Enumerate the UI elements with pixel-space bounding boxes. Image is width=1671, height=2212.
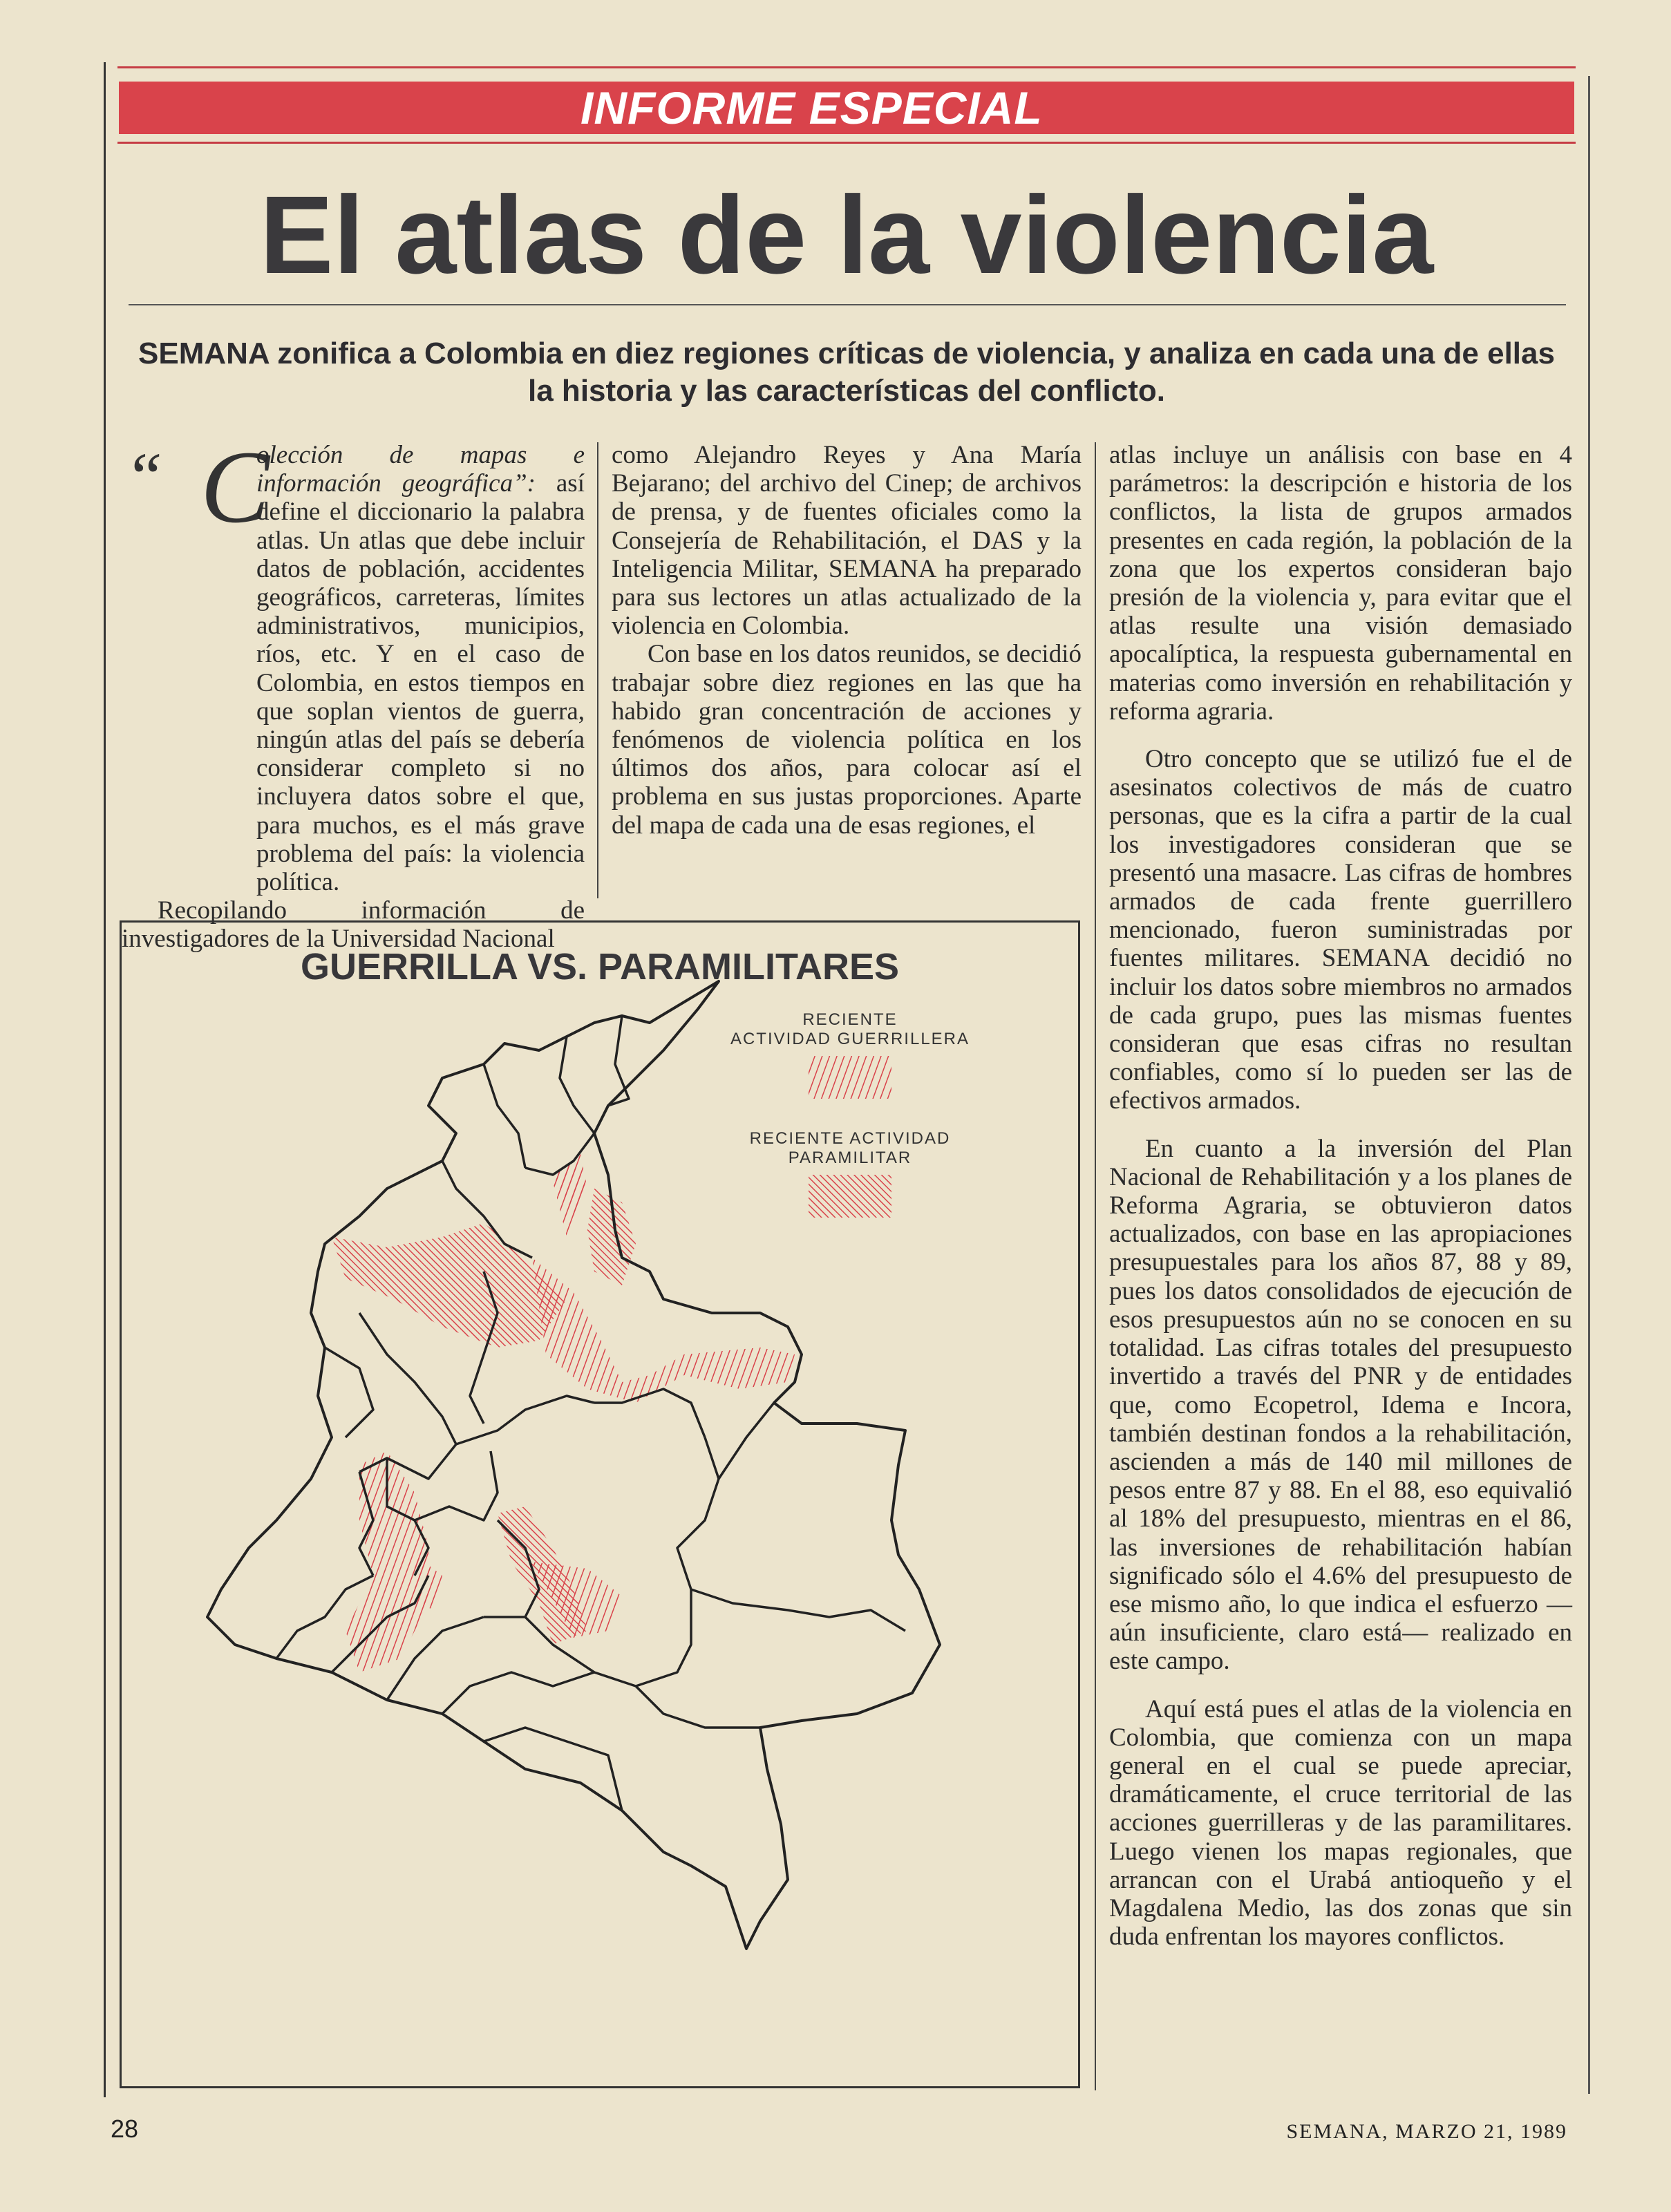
paragraph: Recopilando información de investigadores de la Universidad Nacional xyxy=(122,896,585,954)
paragraph: Con base en los datos reunidos, se decidió trabajar sobre diez regiones en las que ha habido gran concentración de acciones y fenómenos de violencia política en los últimos dos años, para colocar así el problema en sus justas proporciones. Aparte del mapa de cada una de esas regiones, el xyxy=(612,640,1082,840)
paragraph: Otro concepto que se utilizó fue el de asesinatos colectivos de más de cuatro personas, que es la cifra a partir de la cual los investigadores consideran que se presentó una masacre. Las cifras de hombres armados de cada frente guerrillero mencionado, fueron suministradas por fuentes militares. SEMANA decidió no incluir los datos sobre miembros no armados de cada grupo, pues las mismas fuentes consideran que esas cifras no resultan confiables, como sí lo pueden ser las de efectivos armados. xyxy=(1109,745,1572,1115)
legend-paramilitary-label xyxy=(726,1129,974,1168)
legend-swatch-guerrilla xyxy=(809,1056,891,1099)
guerrilla-zone xyxy=(532,1258,795,1403)
legend-guerrilla-line2: ACTIVIDAD GUERRILLERA xyxy=(730,1030,970,1048)
section-banner-label: INFORME ESPECIAL xyxy=(580,82,1043,133)
lead-italic: olección de mapas e información geográfica”: xyxy=(256,441,585,498)
legend-guerrilla-line1: RECIENTE xyxy=(802,1010,898,1029)
paragraph: Aquí está pues el atlas de la violencia en Colombia, que comienza con un mapa general en el cual se puede apreciar, dramáticamente, el cruce territorial de las acciones guerrilleras y de las paramilitares. Luego vienen los mapas regionales, que arrancan con el Urabá antioqueño y el Magdalena Medio, las dos zonas que sin duda enfrentan los mayores conflictos. xyxy=(1109,1694,1572,1951)
legend-guerrilla-label xyxy=(726,1010,974,1049)
paragraph: En cuanto a la inversión del Plan Nacional de Rehabilitación y a los planes de Reforma Agraria, se obtuvieron datos actualizados, con base en las apropiaciones presupuestales para los años 87, 88 y 89, pues los datos consolidados de ejecución de esos presupuestos aún no se conocen en su totalidad. Las cifras totales del presupuesto invertido a través del PNR y de entidades que, como Ecopetrol, Idema e Incora, también destinan fondos a la rehabilitación, ascienden a más de 140 mil millones de pesos entre 87 y 88. En el 88, eso equivalió al 18% del presupuesto, mientras en el 86, las inversiones de rehabilitación habían significado sólo el 4.6% del presupuesto de ese mismo año, lo que indica el esfuerzo —aún insuficiente, claro está— realizado en este campo. xyxy=(1109,1134,1572,1676)
paragraph: como Alejandro Reyes y Ana María Bejarano; del archivo del Cinep; de archivos de prensa, y de fuentes oficiales como la Consejería de Rehabilitación, el DAS y la Inteligencia Militar, SEMANA ha preparado para sus lectores un atlas actualizado de la violencia en Colombia. xyxy=(612,441,1082,641)
legend-paramilitary-line2: PARAMILITAR xyxy=(788,1148,912,1167)
page-number: 28 xyxy=(111,2115,139,2143)
paramilitary-zone xyxy=(332,1223,567,1348)
legend-swatch-paramilitary xyxy=(809,1175,891,1218)
legend-paramilitary-line1: RECIENTE ACTIVIDAD xyxy=(749,1129,951,1148)
guerrilla-zone xyxy=(553,1154,587,1237)
lead-rest: así define el diccionario la palabra atlas. Un atlas que debe incluir datos de población, accidentes geográficos, carreteras, límites administrativos, municipios, ríos, etc. Y en el caso de Colombia, en estos tiempos en que soplan vientos de guerra, ningún atlas del país se debería considerar completo si no incluyera datos sobre el que, para muchos, es el más grave problema del país: la violencia política. xyxy=(256,469,585,897)
paragraph: atlas incluye un análisis con base en 4 parámetros: la descripción e historia de los conflictos, la lista de grupos armados presentes en cada región, la población de la zona que los expertos consideran bajo presión de la violencia y, para evitar que el atlas resulte una visión demasiado apocalíptica, la respuesta gubernamental en materias como inversión en rehabilitación y reforma agraria. xyxy=(1109,441,1572,726)
deck: SEMANA zonifica a Colombia en diez regiones críticas de violencia, y analiza en cada una de ellas la historia y las características del conflicto. xyxy=(138,337,1555,408)
publication-line: SEMANA, MARZO 21, 1989 xyxy=(1286,2120,1567,2143)
country-outline xyxy=(207,981,940,1949)
map-title: GUERRILLA VS. PARAMILITARES xyxy=(300,946,899,987)
headline: El atlas de la violencia xyxy=(259,173,1434,296)
drop-quote: “ xyxy=(124,438,163,515)
drop-cap: C xyxy=(200,430,270,545)
